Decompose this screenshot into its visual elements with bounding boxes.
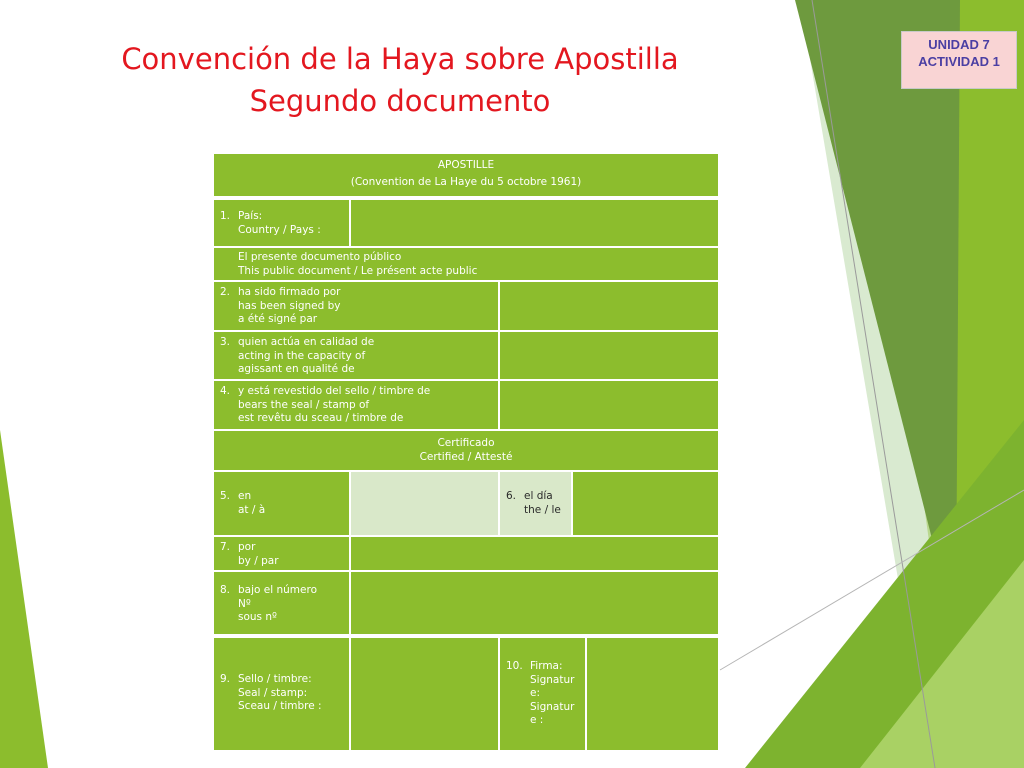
field8-label-en: Nº xyxy=(238,597,251,610)
public-document-es: El presente documento público xyxy=(238,251,402,263)
field8-label xyxy=(214,572,349,634)
field7-label-en: by / par xyxy=(238,554,279,567)
public-document-row xyxy=(214,248,718,280)
page-title-line2: Segundo documento xyxy=(249,84,551,118)
field2-label-en: has been signed by xyxy=(238,299,341,312)
field3-number: 3. xyxy=(220,336,231,348)
unit-badge-line2: ACTIVIDAD 1 xyxy=(918,54,1000,69)
field9-label-fr: Sceau / timbre : xyxy=(238,700,322,712)
field2-value[interactable] xyxy=(500,282,718,330)
left-green-sliver xyxy=(0,430,48,768)
field9-label-en: Seal / stamp: xyxy=(238,686,308,699)
unit-badge-line1: UNIDAD 7 xyxy=(928,37,990,52)
field7-label-es: por xyxy=(238,541,256,553)
field5-label xyxy=(214,472,349,535)
field6-value[interactable] xyxy=(573,472,718,535)
field5-label-es: en xyxy=(238,490,252,502)
field7-label xyxy=(214,537,349,570)
field9-label-es: Sello / timbre: xyxy=(238,673,312,685)
apostille-header-line2: (Convention de La Haye du 5 octobre 1961) xyxy=(350,175,582,188)
field4-number: 4. xyxy=(220,385,231,397)
field8-number: 8. xyxy=(220,584,231,596)
field6-label-en: the / le xyxy=(524,503,561,516)
certified-row xyxy=(214,431,718,470)
field1-label-en: Country / Pays : xyxy=(238,223,321,236)
field7-value[interactable] xyxy=(351,537,718,570)
field4-label-es: y está revestido del sello / timbre de xyxy=(238,385,431,397)
public-document-en: This public document / Le présent acte public xyxy=(238,264,478,277)
field7-number: 7. xyxy=(220,541,231,553)
field10-label-en-2: e: xyxy=(530,687,540,699)
field10-value[interactable] xyxy=(587,638,718,750)
field3-label xyxy=(214,332,498,379)
certified-en-fr: Certified / Attesté xyxy=(419,450,513,463)
field10-label-fr-1: Signatur xyxy=(530,700,575,713)
field2-label-fr: a été signé par xyxy=(238,313,318,325)
field5-value[interactable] xyxy=(351,472,498,535)
field8-value[interactable] xyxy=(351,572,718,634)
field3-label-es: quien actúa en calidad de xyxy=(238,336,375,348)
field4-label-en: bears the seal / stamp of xyxy=(238,398,370,411)
field5-label-en: at / à xyxy=(238,503,266,516)
field9-label xyxy=(214,638,349,750)
field10-label-fr-2: e : xyxy=(530,714,544,726)
field4-label xyxy=(214,381,498,429)
field2-label xyxy=(214,282,498,330)
field6-number: 6. xyxy=(506,490,517,502)
field1-label xyxy=(214,200,349,246)
field8-label-fr: sous nº xyxy=(238,611,277,623)
field2-label-es: ha sido firmado por xyxy=(238,286,341,298)
field1-label-es: País: xyxy=(238,210,263,222)
field4-label-fr: est revêtu du sceau / timbre de xyxy=(238,412,404,424)
field10-label-en-1: Signatur xyxy=(530,673,575,686)
field9-value[interactable] xyxy=(351,638,498,750)
field1-value[interactable] xyxy=(351,200,718,246)
field6-label-es: el día xyxy=(524,490,553,502)
field8-label-es: bajo el número xyxy=(238,584,318,596)
page-title-line1: Convención de la Haya sobre Apostilla xyxy=(121,42,679,76)
field3-value[interactable] xyxy=(500,332,718,379)
field5-number: 5. xyxy=(220,490,231,502)
unit-badge xyxy=(901,31,1017,89)
certified-es: Certificado xyxy=(437,437,495,449)
field9-number: 9. xyxy=(220,673,231,685)
field6-label xyxy=(500,472,571,535)
field2-number: 2. xyxy=(220,286,231,298)
field10-label xyxy=(500,638,585,750)
field3-label-en: acting in the capacity of xyxy=(238,349,366,362)
field4-value[interactable] xyxy=(500,381,718,429)
apostille-header xyxy=(214,154,718,196)
field3-label-fr: agissant en qualité de xyxy=(238,363,355,375)
field10-label-es: Firma: xyxy=(530,660,563,672)
apostille-header-line1: APOSTILLE xyxy=(437,159,495,171)
field1-number: 1. xyxy=(220,210,231,222)
field10-number: 10. xyxy=(506,660,523,672)
